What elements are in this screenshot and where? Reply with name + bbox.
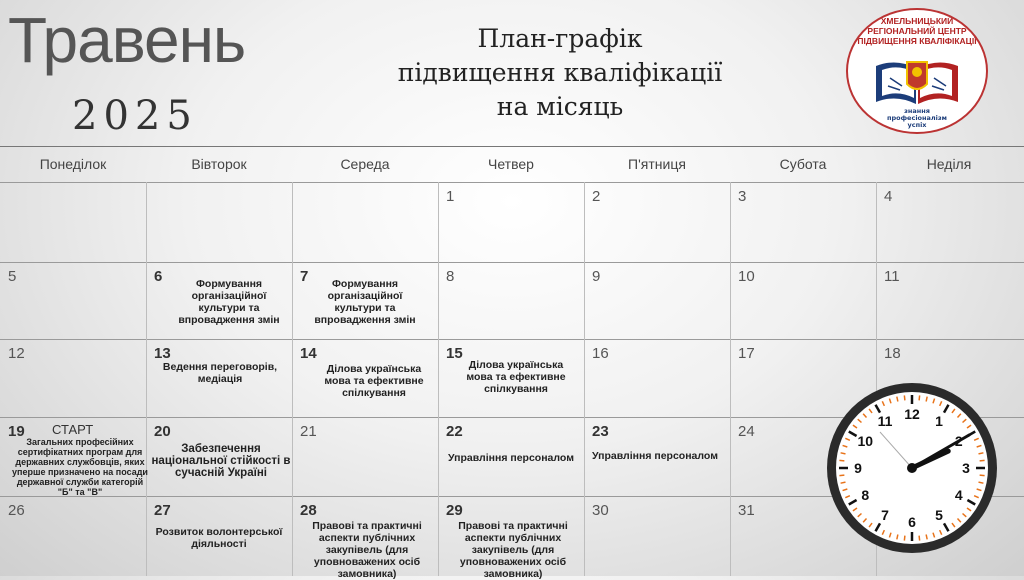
day-number: 7 [300, 268, 309, 285]
clock-tick [919, 395, 920, 400]
logo-text-line: ХМЕЛЬНИЦЬКИЙ [880, 16, 954, 26]
event-title: Ведення переговорів, медіація [162, 361, 278, 385]
day-number: 11 [884, 268, 900, 285]
weekday-wednesday: Середа [340, 156, 390, 172]
clock-tick [839, 460, 844, 461]
day-number: 17 [738, 345, 755, 362]
logo-motto: знання [904, 107, 930, 115]
day-number: 24 [738, 423, 755, 440]
calendar-header [0, 0, 1024, 146]
event-title: Розвиток волонтерської діяльності [155, 526, 283, 550]
clock-tick [926, 397, 927, 402]
day-cell[interactable] [146, 417, 292, 496]
weekday-tuesday: Вівторок [191, 156, 247, 172]
day-number: 1 [446, 188, 455, 205]
clock-tick [979, 453, 984, 454]
day-number: 16 [592, 345, 609, 362]
day-cell[interactable] [438, 339, 584, 417]
day-cell[interactable] [584, 496, 730, 576]
weekday-monday: Понеділок [39, 156, 107, 172]
event-title: Управління персоналом [592, 450, 718, 462]
clock-number: 10 [857, 433, 874, 449]
clock-tick [904, 536, 905, 541]
clock-number: 8 [861, 487, 870, 503]
weekday-sunday: Неділя [926, 156, 972, 172]
event-title: Формування організаційної культури та впровадження змін [178, 278, 280, 326]
clock-number: 11 [877, 413, 893, 430]
day-number: 12 [8, 345, 25, 362]
day-number: 19 [8, 423, 25, 440]
day-cell[interactable] [0, 417, 146, 496]
wall-clock-icon [824, 380, 1000, 560]
day-cell[interactable] [292, 339, 438, 417]
day-number: 30 [592, 502, 609, 519]
clock-tick [897, 397, 898, 402]
clock-number: 6 [908, 514, 916, 530]
event-title: Управління персоналом [448, 452, 574, 464]
clock-tick [841, 453, 846, 454]
day-cell[interactable] [146, 339, 292, 417]
day-cell[interactable] [438, 417, 584, 496]
weekday-friday: П'ятниця [628, 156, 686, 172]
clock-tick [926, 535, 927, 540]
day-cell[interactable] [584, 417, 730, 496]
month-title: Травень [8, 4, 246, 76]
plan-title-line: План-графік [477, 24, 643, 53]
event-title: Ділова українська мова та ефективне спілкування [466, 359, 566, 395]
day-number: 29 [446, 502, 463, 519]
start-label: СТАРТ [52, 422, 94, 437]
plan-title-line: підвищення кваліфікації [397, 58, 723, 87]
day-cell[interactable] [730, 262, 876, 339]
event-title: Правові та практичні аспекти публічних закупівель (для уповноважених осіб замовника) [312, 520, 422, 580]
day-number: 23 [592, 423, 609, 440]
day-number: 6 [154, 268, 163, 285]
clock-number: 3 [962, 460, 970, 476]
day-number: 13 [154, 345, 171, 362]
day-cell[interactable] [292, 417, 438, 496]
day-number: 8 [446, 268, 455, 285]
plan-title [380, 22, 740, 124]
event-title: Правові та практичні аспекти публічних закупівель (для уповноважених осіб замовника) [458, 520, 568, 580]
day-number: 18 [884, 345, 901, 362]
open-book-emblem-icon [872, 54, 962, 110]
plan-title-line: на місяць [496, 92, 624, 121]
day-number: 14 [300, 345, 317, 362]
day-number: 15 [446, 345, 463, 362]
day-number: 31 [738, 502, 755, 519]
logo-motto: успіх [907, 121, 927, 129]
event-title: Загальних професійних сертифікатних програм для державних службовців, яких уперше призначено на посади державної служби категорій "Б" та "В" [12, 437, 148, 497]
clock-tick [980, 460, 985, 461]
clock-number: 7 [881, 506, 889, 523]
year-title: 2025 [72, 93, 198, 139]
day-cell[interactable] [438, 262, 584, 339]
logo-text-line: ПІДВИЩЕННЯ КВАЛІФІКАЦІЇ [857, 36, 977, 46]
day-number: 28 [300, 502, 317, 519]
clock-tick [841, 482, 846, 483]
clock-tick [904, 395, 905, 400]
clock-number: 9 [854, 460, 862, 476]
day-number: 20 [154, 423, 171, 440]
clock-tick [897, 535, 898, 540]
day-cell[interactable] [730, 182, 876, 262]
clock-number: 4 [954, 487, 963, 503]
clock-tick [979, 482, 984, 483]
day-cell[interactable] [0, 339, 146, 417]
day-cell[interactable] [876, 262, 1022, 339]
weekday-thursday: Четвер [488, 156, 534, 172]
day-cell[interactable] [146, 262, 292, 339]
weekday-saturday: Субота [779, 156, 827, 172]
center-logo [846, 8, 988, 134]
clock-tick [839, 475, 844, 476]
clock-number: 12 [904, 406, 920, 422]
day-cell[interactable] [584, 262, 730, 339]
event-title: Забезпечення національної стійкості в сучасній Україні [151, 443, 291, 479]
logo-motto: професіоналізм [887, 114, 947, 122]
day-number: 26 [8, 502, 25, 519]
event-title: Ділова українська мова та ефективне спілкування [324, 363, 424, 399]
day-cell[interactable] [292, 262, 438, 339]
day-cell[interactable] [876, 182, 1022, 262]
day-number: 3 [738, 188, 747, 205]
clock-tick [980, 475, 985, 476]
clock-tick [919, 536, 920, 541]
day-number: 9 [592, 268, 601, 285]
day-number: 22 [446, 423, 463, 440]
clock-number: 5 [935, 506, 943, 523]
day-number: 2 [592, 188, 601, 205]
day-cell[interactable] [292, 496, 438, 580]
day-cell[interactable] [584, 182, 730, 262]
day-number: 5 [8, 268, 17, 285]
day-cell[interactable] [584, 339, 730, 417]
day-cell[interactable] [146, 496, 292, 576]
day-number: 21 [300, 423, 317, 440]
day-number: 10 [738, 268, 755, 285]
clock-number: 1 [935, 413, 943, 430]
day-cell[interactable] [0, 262, 146, 339]
day-number: 27 [154, 502, 171, 519]
event-title: Формування організаційної культури та впровадження змін [314, 278, 416, 326]
day-cell[interactable] [0, 496, 146, 576]
day-cell[interactable] [438, 182, 584, 262]
day-cell[interactable] [438, 496, 584, 580]
logo-text-line: РЕГІОНАЛЬНИЙ ЦЕНТР [867, 26, 967, 36]
day-number: 4 [884, 188, 893, 205]
